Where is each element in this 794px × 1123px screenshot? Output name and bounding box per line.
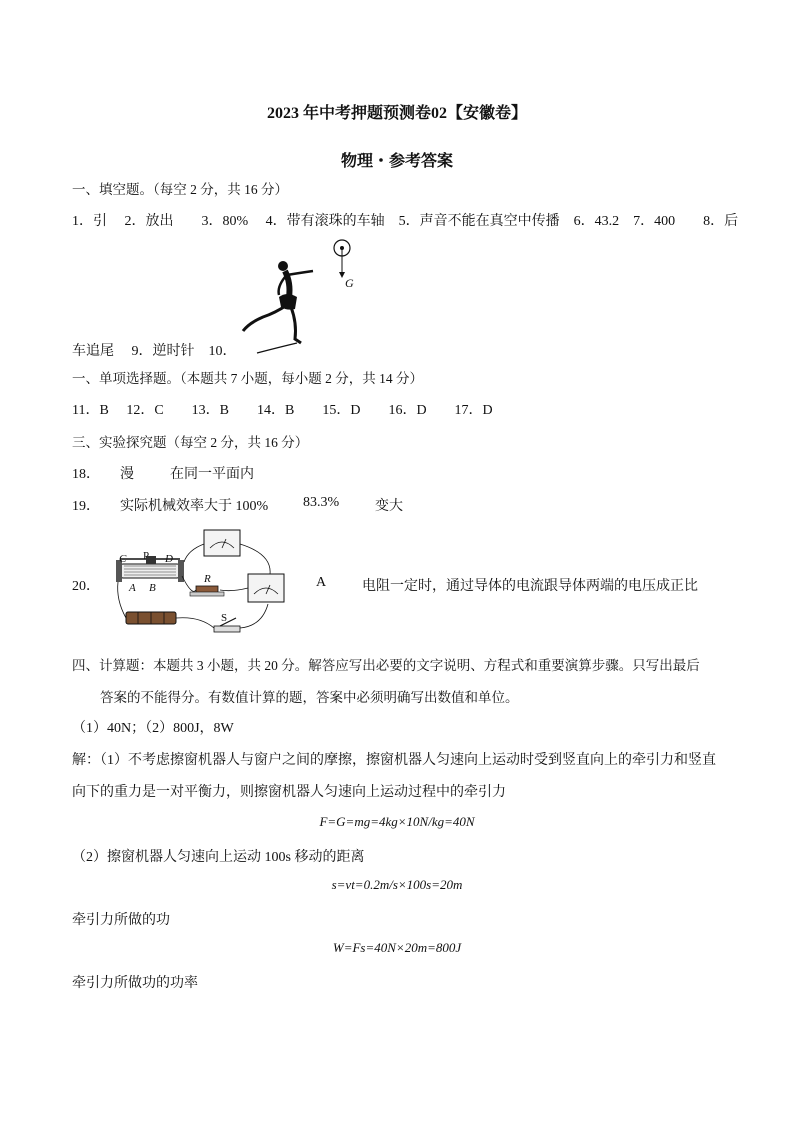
part2-text: （2）擦窗机器人匀速向上运动 100s 移动的距离 xyxy=(72,850,365,865)
page-subtitle: 物理・参考答案 xyxy=(340,153,453,170)
circuit-label-c: C xyxy=(119,553,127,565)
circuit-label-d: D xyxy=(165,553,173,565)
q19-answer1: 实际机械效率大于 100% xyxy=(120,499,269,514)
q20-answer2: 电阻一定时，通过导体的电流跟导体两端的电压成正比 xyxy=(362,579,698,594)
q21-answer: （1）40N；（2）800J，8W xyxy=(72,721,234,736)
section1-heading: 一、填空题。（每空 2 分，共 16 分） xyxy=(72,182,288,197)
gravity-label: G xyxy=(345,276,354,290)
equation-force: F=G=mg=4kg×10N/kg=40N xyxy=(319,814,475,829)
circuit-label-a: A xyxy=(129,582,136,594)
q18-answer1: 漫 xyxy=(120,467,134,482)
circuit-label-s: S xyxy=(221,612,228,624)
equation-distance: s=vt=0.2m/s×100s=20m xyxy=(331,877,463,892)
q19-answer3: 变大 xyxy=(375,499,403,514)
page-title: 2023 年中考押题预测卷02【安徽卷】 xyxy=(266,105,527,122)
section1-answers-line2: 车追尾 9．逆时针 10． xyxy=(72,344,237,359)
equation-work: W=Fs=40N×20m=800J xyxy=(332,940,462,955)
solution-line2: 向下的重力是一对平衡力，则擦窗机器人匀速向上运动过程中的牵引力 xyxy=(72,785,506,800)
q20-number: 20． xyxy=(72,579,100,594)
section4-heading-line1: 四、计算题：本题共 3 小题，共 20 分。解答应写出必要的文字说明、方程式和重要演算步骤。只写出最后 xyxy=(72,658,700,673)
circuit-label-p: P xyxy=(143,550,150,562)
work-label: 牵引力所做的功 xyxy=(72,913,170,928)
q19-number: 19． xyxy=(72,499,100,514)
section4-heading-line2: 答案的不能得分。有数值计算的题，答案中必须明确写出数值和单位。 xyxy=(100,690,519,705)
circuit-label-r: R xyxy=(204,573,211,585)
circuit-label-b: B xyxy=(149,582,156,594)
power-label: 牵引力所做功的功率 xyxy=(72,976,198,991)
section1-answers-line1: 1．引 2．放出 3．80% 4．带有滚珠的车轴 5．声音不能在真空中传播 6．43.2 7．400 8．后 xyxy=(72,214,739,229)
q18-number: 18． xyxy=(72,467,100,482)
q18-answer2: 在同一平面内 xyxy=(170,467,254,482)
section2-heading: 一、单项选择题。（本题共 7 小题，每小题 2 分，共 14 分） xyxy=(72,371,423,386)
solution-line1: 解：（1）不考虑擦窗机器人与窗户之间的摩擦，擦窗机器人匀速向上运动时受到竖直向上的牵引力和竖直 xyxy=(72,753,716,768)
section2-answers: 11．B 12．C 13．B 14．B 15．D 16．D 17．D xyxy=(72,403,493,418)
q19-answer2: 83.3% xyxy=(303,495,340,510)
section3-heading: 三、实验探究题（每空 2 分，共 16 分） xyxy=(72,435,309,450)
q20-answer1: A xyxy=(316,575,327,590)
